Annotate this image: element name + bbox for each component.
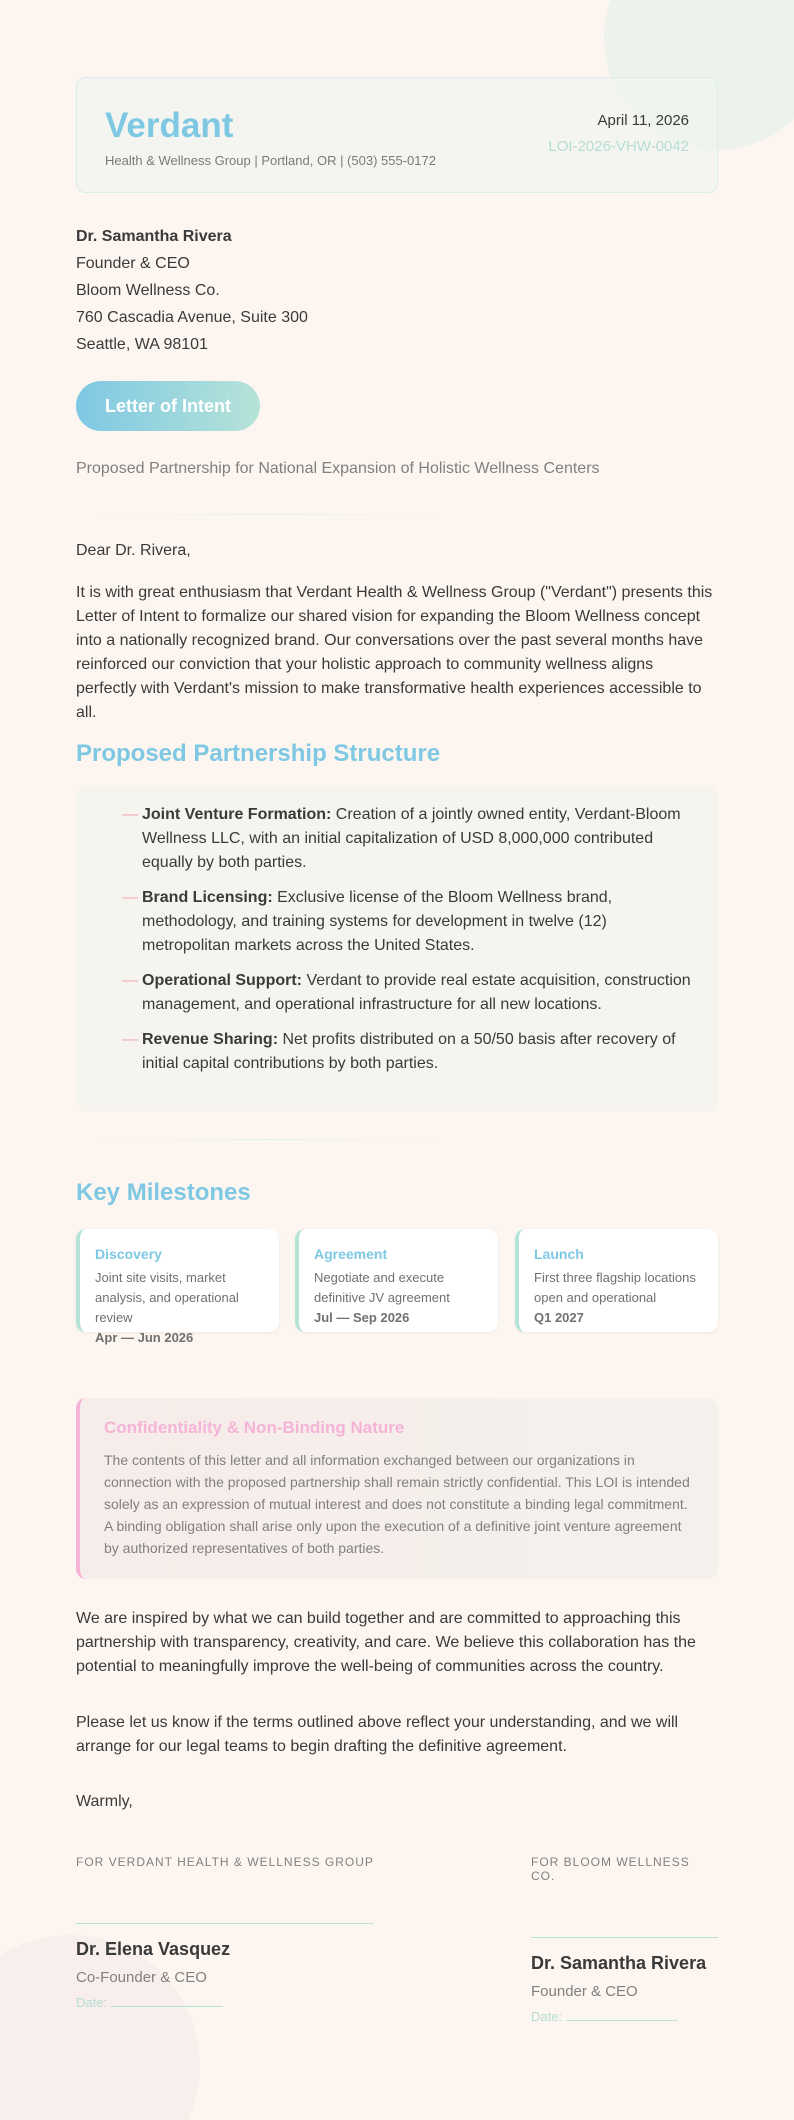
signature-heading: FOR VERDANT HEALTH & WELLNESS GROUP — [76, 1855, 374, 1869]
milestone-description: Joint site visits, market analysis, and operational review — [95, 1270, 239, 1325]
recipient-name: Dr. Samantha Rivera — [76, 228, 232, 245]
divider — [76, 1139, 461, 1140]
signature-date-field: Date: — [531, 2009, 718, 2024]
date-blank-line — [111, 1995, 223, 2007]
signatory-title: Co-Founder & CEO — [76, 1969, 207, 1986]
confidentiality-body: The contents of this letter and all information exchanged between our organizations in connection with the proposed partnership shall remain strictly confidential. This LOI is intended solely as an expression of mutual interest and does not constitute a binding legal commitment. A binding obligation shall arise only upon the execution of a definitive joint venture agreement by authorized representatives of both parties. — [104, 1452, 690, 1556]
signatory-name: Dr. Elena Vasquez — [76, 1939, 231, 1959]
signature-heading: FOR BLOOM WELLNESS CO. — [531, 1855, 690, 1883]
list-item: — Operational Support: Verdant to provide real estate acquisition, construction management, and operational infrastructure for all new locations. — [122, 972, 691, 1013]
intro-paragraph: It is with great enthusiasm that Verdant Health & Wellness Group ("Verdant") presents this Letter of Intent to formalize our shared vision for expanding the Bloom Wellness concept into a nationally recognized brand. Our conversations over the past several months have reinforced our conviction that your holistic approach to community wellness aligns perfectly with Verdant's mission to make transformative health experiences accessible to all. — [76, 584, 713, 721]
document-type-badge: Letter of Intent — [76, 381, 260, 431]
reference-number: LOI-2026-VHW-0042 — [548, 138, 689, 155]
recipient-street: 760 Cascadia Avenue, Suite 300 — [76, 309, 308, 326]
milestones-row — [76, 1229, 718, 1345]
section-heading-structure: Proposed Partnership Structure — [76, 740, 441, 767]
milestone-date: Q1 2027 — [534, 1310, 584, 1325]
terms-list — [122, 803, 692, 1087]
signature-line — [76, 1923, 374, 1924]
milestone-description: First three flagship locations open and operational — [534, 1270, 696, 1305]
confidentiality-notice — [76, 1398, 718, 1579]
signatory-name: Dr. Samantha Rivera — [531, 1953, 707, 1973]
closing-paragraph: We are inspired by what we can build together and are committed to approaching this partnership with transparency, creativity, and care. We believe this collaboration has the potential to meaningfully improve the well-being of communities across the country. — [76, 1610, 696, 1675]
milestone-title: Agreement — [314, 1246, 388, 1262]
milestone-description: Negotiate and execute definitive JV agreement — [314, 1270, 450, 1305]
brand-name: Verdant — [105, 106, 234, 145]
signature-block-bloom — [531, 1855, 718, 2024]
recipient-title: Founder & CEO — [76, 255, 190, 272]
list-item: — Revenue Sharing: Net profits distributed on a 50/50 basis after recovery of initial capital contributions by both parties. — [122, 1031, 676, 1072]
partnership-terms-card — [76, 786, 718, 1111]
signatory-title: Founder & CEO — [531, 1983, 638, 2000]
letter-subject: Proposed Partnership for National Expansion of Holistic Wellness Centers — [76, 460, 600, 477]
recipient-address — [76, 223, 308, 358]
signature-line — [531, 1937, 718, 1938]
signature-date-field: Date: — [76, 1995, 374, 2010]
letterhead — [76, 77, 718, 193]
confidentiality-title: Confidentiality & Non-Binding Nature — [104, 1418, 405, 1437]
recipient-city: Seattle, WA 98101 — [76, 336, 208, 353]
list-item: — Brand Licensing: Exclusive license of the Bloom Wellness brand, methodology, and training systems for development in twelve (12) metropolitan markets across the United States. — [122, 889, 613, 954]
sign-off: Warmly, — [76, 1793, 133, 1810]
letter-date: April 11, 2026 — [597, 112, 689, 129]
milestone-card-agreement — [295, 1229, 498, 1332]
closing-paragraph-2: Please let us know if the terms outlined above reflect your understanding, and we will arrange for our legal teams to begin drafting the definitive agreement. — [76, 1714, 679, 1755]
list-item: — Joint Venture Formation: Creation of a jointly owned entity, Verdant-Bloom Wellness LLC, with an initial capitalization of USD 8,000,000 contributed equally by both parties. — [122, 806, 681, 871]
milestone-title: Discovery — [95, 1246, 162, 1262]
divider — [76, 514, 461, 515]
milestone-card-launch — [515, 1229, 718, 1332]
milestone-card-discovery — [76, 1229, 279, 1345]
company-info: Health & Wellness Group | Portland, OR | (503) 555-0172 — [105, 153, 436, 168]
milestone-date: Jul — Sep 2026 — [314, 1310, 410, 1325]
milestone-title: Launch — [534, 1246, 584, 1262]
date-blank-line — [566, 2009, 678, 2021]
signature-block-verdant — [76, 1855, 374, 2010]
section-heading-milestones: Key Milestones — [76, 1179, 251, 1206]
recipient-company: Bloom Wellness Co. — [76, 282, 220, 299]
salutation: Dear Dr. Rivera, — [76, 542, 191, 559]
milestone-date: Apr — Jun 2026 — [95, 1330, 194, 1345]
